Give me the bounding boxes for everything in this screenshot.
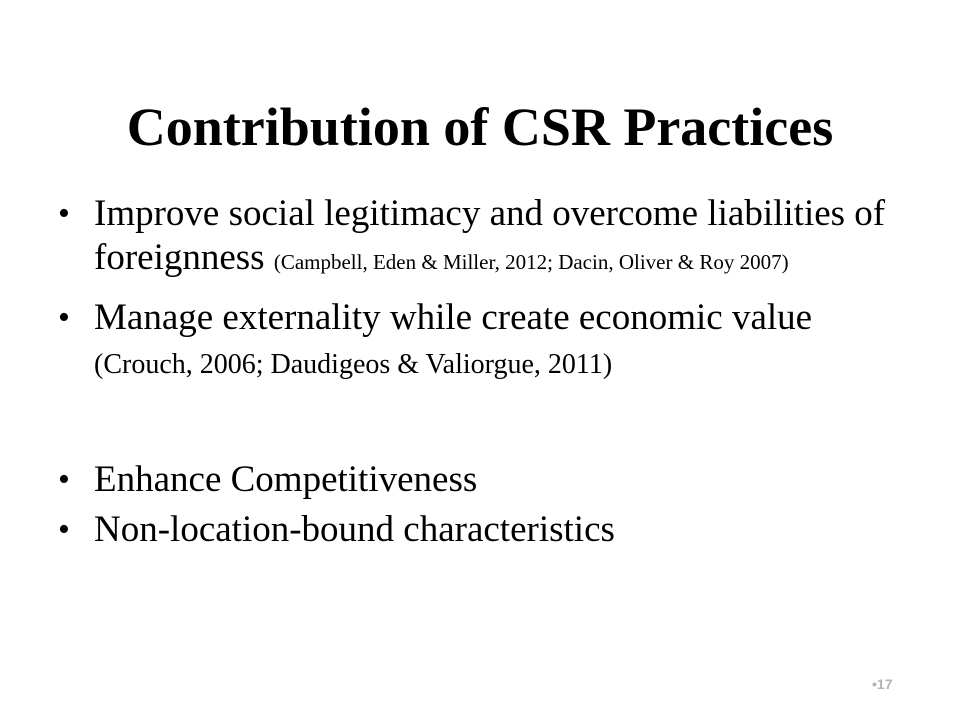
bullet-item	[58, 508, 908, 552]
bullet-citation: (Crouch, 2006; Daudigeos & Valiorgue, 2011)	[94, 349, 613, 380]
bullet-citation: (Campbell, Eden & Miller, 2012; Dacin, Oliver & Roy 2007)	[273, 250, 789, 274]
bullet-text: Improve social legitimacy and overcome liabilities of foreignness	[94, 193, 886, 278]
bullet-item	[58, 296, 908, 384]
bullet-icon: •	[58, 461, 70, 498]
bullet-icon: •	[58, 195, 70, 232]
bullet-item	[58, 458, 908, 502]
page-number: •17	[872, 676, 893, 692]
bullet-text: Enhance Competitiveness	[94, 459, 478, 500]
bullet-icon: •	[58, 511, 70, 548]
bullet-icon: •	[58, 299, 70, 336]
bullet-text: Manage externality while create economic value	[94, 297, 813, 338]
bullet-list	[58, 192, 908, 552]
bullet-item	[58, 192, 908, 280]
slide-title: Contribution of CSR Practices	[126, 97, 834, 157]
bullet-text: Non-location-bound characteristics	[94, 509, 615, 550]
